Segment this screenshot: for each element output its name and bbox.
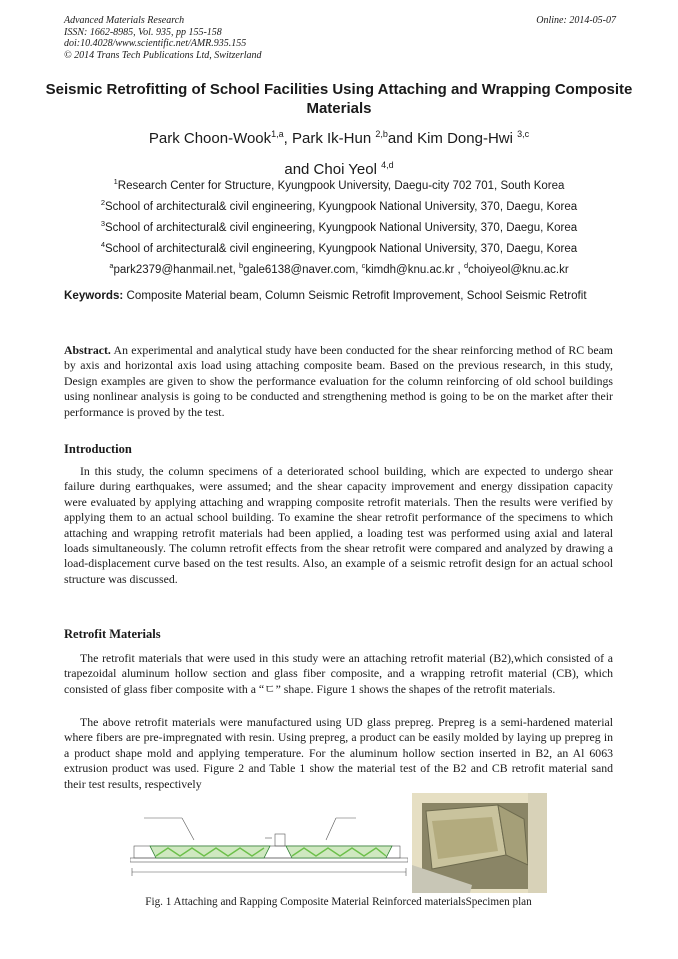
abstract-text: An experimental and analytical study have been conducted for the shear reinforcing method of RC beam by axis and horizontal axis load using attaching composite beam. Based on the previous research, in this study, Design examples are given to show the performance evaluation for the column reinforcing of old school buildings using nonlinear analysis is going to be conducted and strengthening method is going to be on the market after their performance is proved by the test. xyxy=(64,343,613,419)
keywords-text: Composite Material beam, Column Seismic Retrofit Improvement, School Seismic Retrofit xyxy=(126,289,587,302)
author-sup: 3,c xyxy=(517,129,530,139)
online-date: Online: 2014-05-07 xyxy=(536,15,616,26)
email-sup: d xyxy=(463,261,469,270)
email-address[interactable]: choiyeol@knu.ac.kr xyxy=(468,263,569,276)
journal-issn: ISSN: 1662-8985, Vol. 935, pp 155-158 xyxy=(64,26,222,38)
composite-retrofit-section xyxy=(150,846,392,858)
email-address[interactable]: park2379@hanmail.net, xyxy=(113,263,236,276)
email-sup: b xyxy=(238,261,244,270)
email-address[interactable]: gale6138@naver.com, xyxy=(243,263,359,276)
retrofit-materials-heading: Retrofit Materials xyxy=(64,627,161,641)
author-list: Park Choon-Wook$^{1,a}$, Park Ik-Hun $^{2,b}$and Kim Dong-Hwi $^{3,c}$ and Choi Yeol $^{4,d}$ xyxy=(148,129,530,178)
author-name: and Choi Yeol xyxy=(284,161,377,178)
keywords-label: Keywords: xyxy=(64,289,124,302)
affiliation xyxy=(40,217,638,235)
affiliation-text: School of architectural& civil engineering, Kyungpook National University, 370, Daegu, Korea xyxy=(104,200,578,213)
author-sup: 4,d xyxy=(381,160,394,170)
affiliation xyxy=(40,196,638,214)
email-address[interactable]: kimdh@knu.ac.kr , xyxy=(365,263,461,276)
author-sup: 2,b xyxy=(375,129,388,139)
affiliation-number: 1 xyxy=(113,177,118,186)
journal-name: Advanced Materials Research xyxy=(64,15,185,26)
email-sup: a xyxy=(109,261,114,270)
author-name: Park Ik-Hun xyxy=(292,130,372,147)
affiliation-text: Research Center for Structure, Kyungpook University, Daegu-city 702 701, South Korea xyxy=(117,179,565,192)
journal-copyright: © 2014 Trans Tech Publications Ltd, Switzerland xyxy=(64,49,262,61)
retrofit-paragraph-2: The above retrofit materials were manufactured using UD glass prepreg. Prepreg is a semi-hardened material where fibers are pre-impregnated with resin. Using prepreg, a product can be easily molded by laying up prepreg in a product shape mold and applying temperature. For the aluminum hollow section inserted in B2, an Al 6063 extrusion product was used. Figure 2 and Table 1 show the material test of the B2 and CB retrofit material sand their test results, respectively xyxy=(64,715,613,791)
paper-title: Seismic Retrofitting of School Facilities Using Attaching and Wrapping Composite Materials xyxy=(45,81,633,117)
keywords xyxy=(64,287,613,304)
author-name: and Kim Dong-Hwi xyxy=(387,130,513,147)
affiliation-number: 4 xyxy=(100,240,105,249)
affiliation-number: 2 xyxy=(100,198,105,207)
retrofit-paragraph-1: The retrofit materials that were used in this study were an attaching retrofit material (B2),which consisted of a trapezoidal aluminum hollow section and glass fiber composite, and a wrapping retrofit material (CB), which consisted of glass fiber composite with a “ㄷ” shape. Figure 1 shows the shapes of the retrofit materials. xyxy=(64,651,613,696)
author-sup: 1,a xyxy=(271,129,284,139)
retrofit-material-drawing xyxy=(130,812,408,884)
affiliation xyxy=(40,175,638,193)
introduction-heading: Introduction xyxy=(64,442,132,456)
abstract-label: Abstract. xyxy=(64,343,111,357)
journal-doi: doi:10.4028/www.scientific.net/AMR.935.155 xyxy=(64,38,247,49)
affiliation-text: School of architectural& civil engineering, Kyungpook National University, 370, Daegu, Korea xyxy=(104,242,578,255)
abstract xyxy=(64,343,613,420)
affiliation-text: School of architectural& civil engineering, Kyungpook National University, 370, Daegu, Korea xyxy=(104,221,578,234)
email-list xyxy=(40,259,638,277)
affiliation xyxy=(40,238,638,256)
author-name: Park Choon-Wook xyxy=(148,130,272,147)
affiliation-number: 3 xyxy=(100,219,105,228)
email-sup: c xyxy=(361,261,366,270)
introduction-text: In this study, the column specimens of a deteriorated school building, which are expected to undergo shear failure during earthquakes, were assumed; and the shear capacity improvement and energy dissipation capacity were evaluated by applying attaching and wrapping composite retrofit materials. Then the results were verified by applying them to an actual school building. To examine the shear retrofit performance of the specimens to which attaching and wrapping retrofit materials had been applied, a loading test was performed using axial and lateral loads simultaneously. The column retrofit effects from the shear retrofit were compared and analyzed by drawing a load-displacement curve based on the test results. Also, an example of a seismic retrofit design for an actual school structure was discussed. xyxy=(64,464,613,586)
specimen-photo xyxy=(412,793,547,893)
figure-caption: Fig. 1 Attaching and Rapping Composite Material Reinforced materialsSpecimen plan xyxy=(145,896,532,908)
journal-header xyxy=(64,15,616,61)
